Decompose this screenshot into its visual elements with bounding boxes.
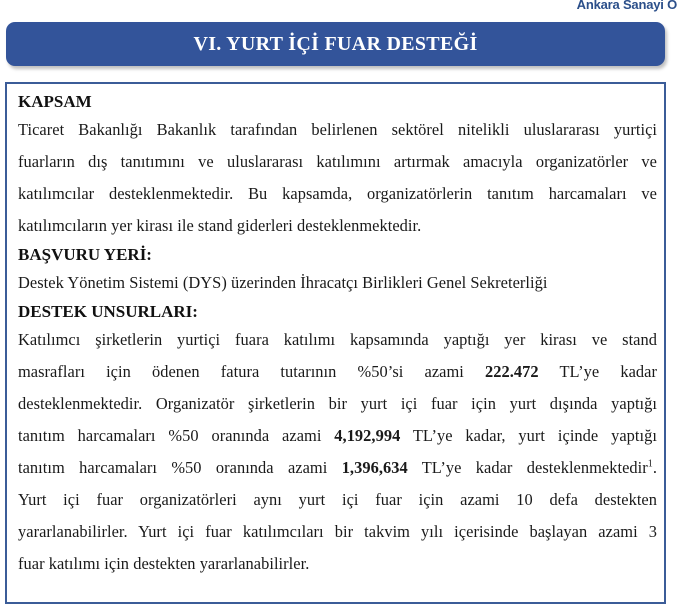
content-body: [18, 89, 657, 580]
destek-text: masrafları için ödenen fatura tutarının %50’si azami: [18, 362, 464, 381]
basvuru-text: Destek Yönetim Sistemi (DYS) üzerinden İhracatçı Birlikleri Genel Sekreterliği: [18, 273, 548, 292]
destek-text: TL’ye kadar, yurt içinde yaptığı: [412, 426, 657, 445]
kapsam-line: fuarların dış tanıtımını ve uluslararası katılımını artırmak amacıyla organizatörler ve: [18, 152, 657, 171]
basvuru-heading: BAŞVURU YERİ:: [18, 245, 152, 264]
basvuru-paragraph: [18, 267, 657, 299]
destek-heading: DESTEK UNSURLARI:: [18, 302, 198, 321]
content-box: [5, 82, 666, 604]
destek-text: .: [652, 458, 657, 477]
kapsam-line: Ticaret Bakanlığı Bakanlık tarafından belirlenen sektörel nitelikli uluslararası yurtiçi: [18, 120, 657, 139]
amount-abroad-promotion: 4,192,994: [334, 426, 401, 445]
amount-domestic-promotion: 1,396,634: [341, 458, 408, 477]
destek-line: Katılımcı şirketlerin yurtiçi fuara katılımı kapsamında yaptığı yer kirası ve stand: [18, 330, 657, 349]
destek-line: desteklenmektedir. Organizatör şirketlerin bir yurt içi fuar için yurt dışında yaptığı: [18, 394, 657, 413]
section-title-banner: [6, 22, 665, 66]
destek-text: TL’ye kadar: [559, 362, 657, 381]
destek-text: tanıtım harcamaları %50 oranında azami: [18, 426, 322, 445]
destek-paragraph: [18, 324, 657, 580]
kapsam-paragraph: [18, 114, 657, 242]
kapsam-heading: KAPSAM: [18, 92, 92, 111]
document-header-label: Ankara Sanayi O: [576, 0, 677, 12]
destek-line: [18, 452, 657, 484]
destek-line: Yurt içi fuar organizatörleri aynı yurt içi fuar için azami 10 defa destekten: [18, 490, 657, 509]
section-title: VI. YURT İÇİ FUAR DESTEĞİ: [193, 32, 478, 55]
footnote-marker[interactable]: 1: [647, 458, 653, 470]
destek-line: [18, 420, 657, 452]
kapsam-line: katılımcılar desteklenmektedir. Bu kapsamda, organizatörlerin tanıtım harcamaları ve: [18, 184, 657, 203]
destek-text: TL’ye kadar desteklenmektedir: [421, 458, 648, 477]
kapsam-line: katılımcıların yer kirası ile stand giderleri desteklenmektedir.: [18, 216, 422, 235]
destek-text: tanıtım harcamaları %50 oranında azami: [18, 458, 328, 477]
destek-line: fuar katılımı için destekten yararlanabilirler.: [18, 554, 310, 573]
destek-line: yararlanabilirler. Yurt içi fuar katılımcıları bir takvim yılı içerisinde başlayan azami 3: [18, 522, 657, 541]
destek-line: [18, 356, 657, 388]
amount-stand-support: 222.472: [485, 362, 539, 381]
